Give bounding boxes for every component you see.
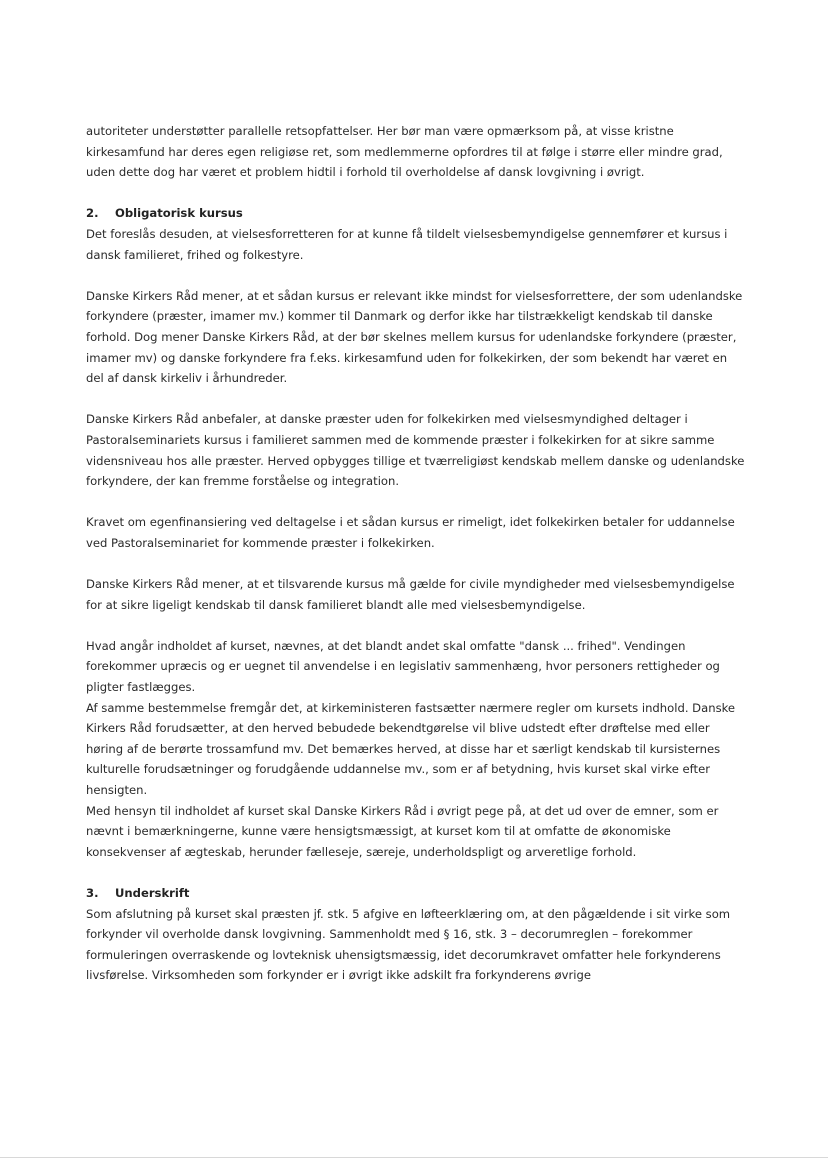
paragraph-bekendtgoerelse: Af samme bestemmelse fremgår det, at kirkeministeren fastsætter nærmere regler om kursets indhold. Danske Kirkers Råd forudsætter, at den herved bebudede bekendtgørelse vil blive udstedt efter drøftelse med eller høring af de berørte trossamfund mv. Det bemærkes herved, at disse har et særligt kendskab til kursisternes kulturelle forudsætninger og forudgående uddannelse mv., som er af betydning, hvis kurset skal virke efter hensigten. [86,700,736,797]
section-heading-underskrift [86,883,746,904]
paragraph-kursets-indhold: Hvad angår indholdet af kurset, nævnes, at det blandt andet skal omfatte "dansk ... frihed". Vendingen forekommer upræcis og er uegnet til anvendelse i en legislativ sammenhæng, hvor personers rettigheder og pligter fastlægges. [86,638,720,695]
paragraph-oekonomiske-konsekvenser: Med hensyn til indholdet af kurset skal Danske Kirkers Råd i øvrigt pege på, at det ud over de emner, som er nævnt i bemærkningerne, kunne være hensigtsmæssigt, at kurset kom til at omfatte de økonomiske konsekvenser af ægteskab, herunder fælleseje, særeje, underholdspligt og arveretlige forhold. [86,803,719,859]
paragraph-retsopfattelser: autoriteter understøtter parallelle retsopfattelser. Her bør man være opmærksom på, at visse kristne kirkesamfund har deres egen religiøse ret, som medlemmerne opfordres til at følge i større eller mindre grad, uden dette dog har været et problem hidtil i forhold til overholdelse af dansk lovgivning i øvrigt. [86,124,723,180]
section-heading-obligatorisk-kursus [86,203,746,224]
paragraph-egenfinansiering: Kravet om egenfinansiering ved deltagelse i et sådan kursus er rimeligt, idet folkekirken betaler for uddannelse ved Pastoralseminariet for kommende præster i folkekirken. [86,515,735,550]
section-number: 3. [86,885,99,900]
section-number: 2. [86,206,99,221]
paragraph-pastoralseminariet: Danske Kirkers Råd anbefaler, at danske præster uden for folkekirken med vielsesmyndighed deltager i Pastoralseminariets kursus i familieret sammen med de kommende præster i folkekirken for at sikre samme vidensniveau hos alle præster. Herved opbygges tillige et tværreligiøst kendskab mellem danske og udenlandske forkyndere, der kan fremme forståelse og integration. [86,412,745,489]
paragraph-kursus-forslag: Det foreslås desuden, at vielsesforretteren for at kunne få tildelt vielsesbemyndigelse gennemfører et kursus i dansk familieret, frihed og folkestyre. [86,226,728,262]
section-title: Obligatorisk kursus [115,206,243,221]
page-bottom-edge [0,1157,828,1158]
paragraph-loefteerklaering: Som afslutning på kurset skal præsten jf. stk. 5 afgive en løfteerklæring om, at den pågældende i sit virke som forkynder vil overholde dansk lovgivning. Sammenholdt med § 16, stk. 3 – decorumreglen – forekommer formuleringen overraskende og lovteknisk uhensigtsmæssig, idet decorumkravet omfatter hele forkynderens livsførelse. Virksomheden som forkynder er i øvrigt ikke adskilt fra forkynderens øvrige [86,906,731,983]
paragraph-civile-myndigheder: Danske Kirkers Råd mener, at et tilsvarende kursus må gælde for civile myndigheder med vielsesbemyndigelse for at sikre ligeligt kendskab til dansk familieret blandt alle med vielsesbemyndigelse. [86,577,735,612]
document-body [86,121,746,986]
paragraph-kursus-relevans: Danske Kirkers Råd mener, at et sådan kursus er relevant ikke mindst for vielsesforrettere, der som udenlandske forkyndere (præster, imamer mv.) kommer til Danmark og derfor ikke har tilstrækkeligt kendskab til danske forhold. Dog mener Danske Kirkers Råd, at der bør skelnes mellem kursus for udenlandske forkyndere (præster, imamer mv) og danske forkyndere fra f.eks. kirkesamfund uden for folkekirken, der som bekendt har været en del af dansk kirkeliv i århundreder. [86,288,743,386]
section-title: Underskrift [115,885,190,900]
